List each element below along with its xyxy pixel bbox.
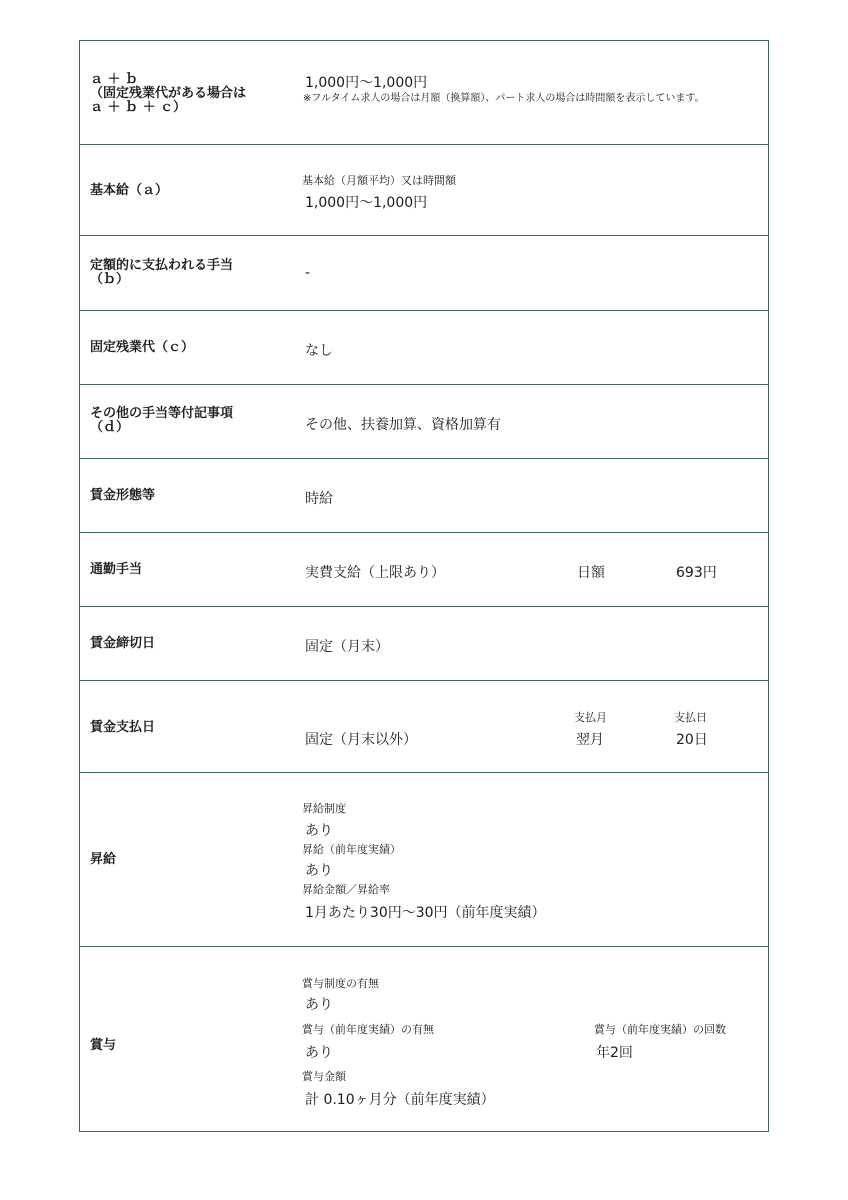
total-value: 1,000円〜1,000円 [305,75,428,91]
row-payday [80,681,768,773]
row-label: 基本給（ａ） [90,183,169,198]
row-total [80,41,768,145]
row-raise [80,773,768,947]
commute-value: 実費支給（上限あり） [305,565,445,581]
row-label [90,259,233,287]
overtime-value: なし [305,343,333,359]
bonus-amount-caption: 賞与金額 [302,1070,346,1083]
bonus-last-caption: 賞与（前年度実績）の有無 [302,1023,434,1036]
row-wage-form [80,459,768,533]
bonus-amount-value: 計 0.10ヶ月分（前年度実績） [305,1092,495,1108]
raise-rate-caption: 昇給金額／昇給率 [302,883,390,896]
bonus-count-caption: 賞与（前年度実績）の回数 [594,1023,726,1036]
payday-value: 固定（月末以外） [305,732,417,748]
row-bonus [80,947,768,1133]
row-label: 賃金支払日 [90,720,156,735]
pay-month-value: 翌月 [576,732,604,748]
bonus-count-value: 年2回 [596,1045,633,1061]
row-label: 賃金締切日 [90,636,156,651]
closing-value: 固定（月末） [305,639,389,655]
wage-form-value: 時給 [305,491,333,507]
row-label: 固定残業代（ｃ） [90,340,195,355]
commute-amount: 693円 [676,565,717,581]
base-caption: 基本給（月額平均）又は時間額 [302,174,456,187]
label-line: 定額的に支払われる手当 [90,258,234,273]
bonus-system-caption: 賞与制度の有無 [302,977,379,990]
row-closing-day [80,607,768,681]
total-note: ※フルタイム求人の場合は月額（換算額）、パート求人の場合は時間額を表示しています。 [303,93,705,104]
row-commute-allowance [80,533,768,607]
pay-day-value: 20日 [676,732,708,748]
row-label: 賃金形態等 [90,488,156,503]
commute-unit: 日額 [577,565,605,581]
row-base-pay [80,145,768,236]
label-line: ａ ＋ ｂ ＋ ｃ） [90,100,187,115]
row-label [90,73,246,115]
label-line: （固定残業代がある場合は [90,86,247,101]
other-value: その他、扶養加算、資格加算有 [305,417,501,433]
pay-day-caption: 支払日 [674,711,707,724]
row-label: 通勤手当 [90,562,143,577]
label-line: その他の手当等付記事項 [90,406,234,421]
row-fixed-overtime [80,311,768,385]
raise-system-caption: 昇給制度 [302,802,346,815]
raise-rate-value: 1月あたり30円〜30円（前年度実績） [305,905,546,921]
row-label: 賞与 [90,1038,117,1053]
pay-month-caption: 支払月 [574,711,607,724]
label-line: （ｄ） [90,420,130,435]
raise-last-caption: 昇給（前年度実績） [302,843,401,856]
bonus-system-value: あり [305,997,333,1013]
wage-table [79,40,769,1132]
label-line: （ｂ） [90,272,130,287]
allowance-value: - [305,265,311,281]
label-line: ａ ＋ ｂ [90,72,139,87]
row-fixed-allowance [80,236,768,311]
row-label: 昇給 [90,852,117,867]
row-label [90,407,233,435]
raise-system-value: あり [305,823,333,839]
raise-last-value: あり [305,863,333,879]
row-other-allowances [80,385,768,459]
bonus-last-value: あり [305,1045,333,1061]
base-value: 1,000円〜1,000円 [305,195,428,211]
